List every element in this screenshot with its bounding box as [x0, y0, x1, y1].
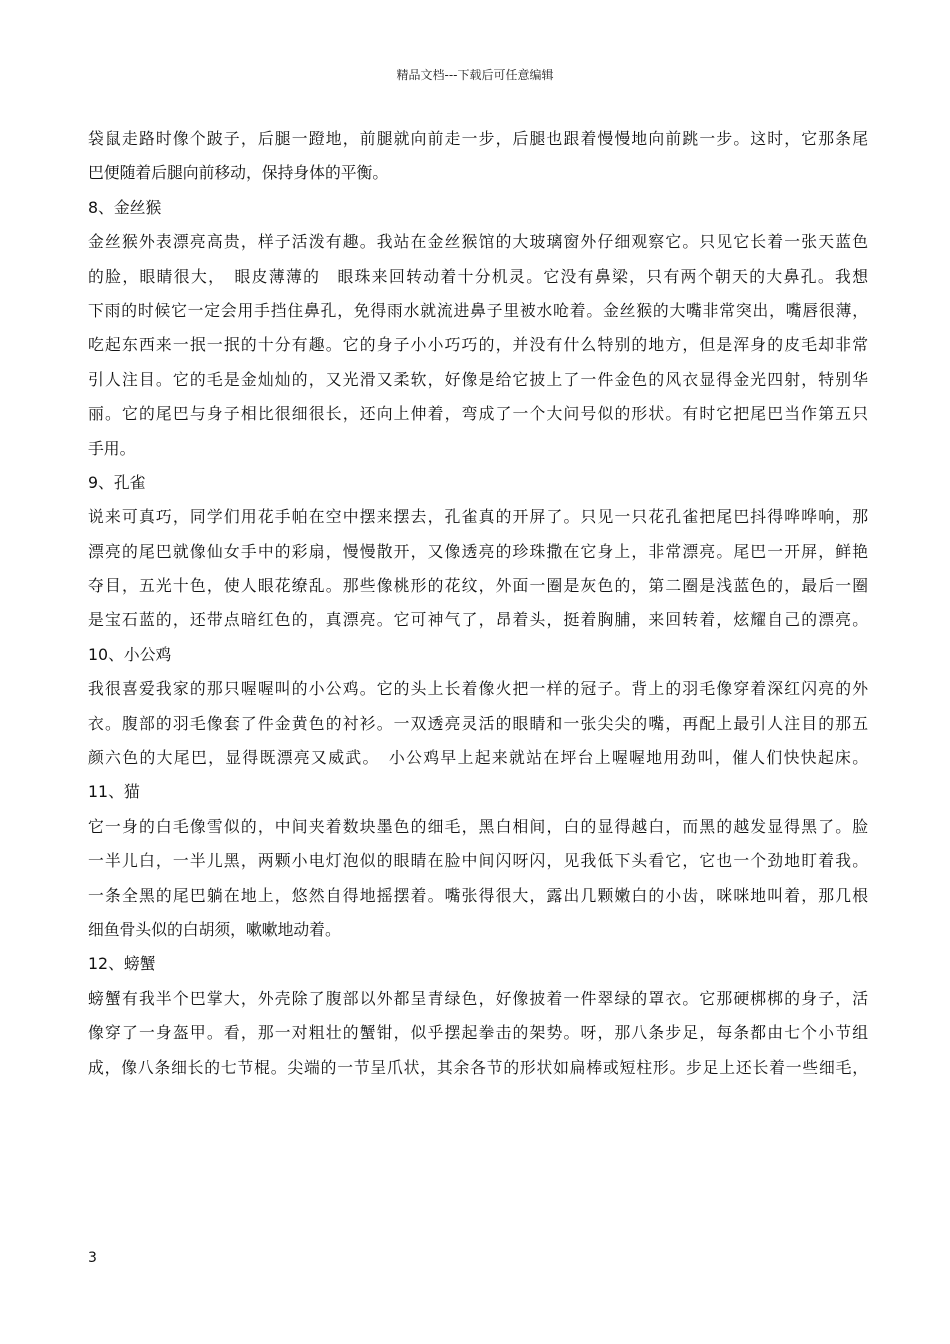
- text-line: 的脸，眼睛很大， 眼皮薄薄的 眼珠来回转动着十分机灵。它没有鼻梁，只有两个朝天的大鼻孔。我想: [88, 266, 868, 286]
- text-line: 巴便随着后腿向前移动，保持身体的平衡。: [88, 163, 389, 183]
- text-line: 说来可真巧，同学们用花手帕在空中摆来摆去，孔雀真的开屏了。只见一只花孔雀把尾巴抖得哗哗响，那: [88, 507, 868, 527]
- text-line: 它一身的白毛像雪似的，中间夹着数块墨色的细毛，黑白相间，白的显得越白，而黑的越发显得黑了。脸: [88, 816, 868, 836]
- section-heading: 12、螃蟹: [88, 954, 156, 974]
- text-line: 是宝石蓝的，还带点暗红色的，真漂亮。它可神气了，昂着头，挺着胸脯，来回转着，炫耀自己的漂亮。: [88, 610, 868, 630]
- text-line: 一条全黑的尾巴躺在地上，悠然自得地摇摆着。嘴张得很大，露出几颗嫩白的小齿，咪咪地叫着，那几根: [88, 885, 868, 905]
- text-line: 成，像八条细长的七节棍。尖端的一节呈爪状，其余各节的形状如扁棒或短柱形。步足上还长着一些细毛，: [88, 1057, 868, 1077]
- text-line: 漂亮的尾巴就像仙女手中的彩扇，慢慢散开，又像透亮的珍珠撒在它身上，非常漂亮。尾巴一开屏，鲜艳: [88, 541, 868, 561]
- document-body: [88, 122, 868, 1085]
- text-line: 金丝猴外表漂亮高贵，样子活泼有趣。我站在金丝猴馆的大玻璃窗外仔细观察它。只见它长着一张天蓝色: [88, 232, 868, 252]
- text-line: 下雨的时候它一定会用手挡住鼻孔，免得雨水就流进鼻子里被水呛着。金丝猴的大嘴非常突出，嘴唇很薄，: [88, 300, 868, 320]
- text-line: 丽。它的尾巴与身子相比很细很长，还向上伸着，弯成了一个大问号似的形状。有时它把尾巴当作第五只: [88, 404, 868, 424]
- text-line: 吃起东西来一抿一抿的十分有趣。它的身子小小巧巧的，并没有什么特别的地方，但是浑身的皮毛却非常: [88, 335, 868, 355]
- text-line: 衣。腹部的羽毛像套了件金黄色的衬衫。一双透亮灵活的眼睛和一张尖尖的嘴，再配上最引人注目的那五: [88, 713, 868, 733]
- text-line: 像穿了一身盔甲。看，那一对粗壮的蟹钳，似乎摆起拳击的架势。呀，那八条步足，每条都由七个小节组: [88, 1023, 868, 1043]
- section-heading: 8、金丝猴: [88, 197, 162, 217]
- text-line: 螃蟹有我半个巴掌大，外壳除了腹部以外都呈青绿色，好像披着一件翠绿的罩衣。它那硬梆梆的身子，活: [88, 988, 868, 1008]
- text-line: 细鱼骨头似的白胡须，嗽嗽地动着。: [88, 919, 341, 939]
- page-number: 3: [88, 1250, 97, 1266]
- section-heading: 11、猫: [88, 782, 140, 802]
- text-line: 手用。: [88, 438, 136, 458]
- text-line: 颜六色的大尾巴，显得既漂亮又威武。 小公鸡早上起来就站在坪台上喔喔地用劲叫，催人们快快起床。: [88, 748, 868, 768]
- section-heading: 9、孔雀: [88, 472, 146, 492]
- page-header: 精品文档---下载后可任意编辑: [396, 68, 554, 82]
- section-heading: 10、小公鸡: [88, 644, 172, 664]
- text-line: 一半儿白，一半儿黑，两颗小电灯泡似的眼睛在脸中间闪呀闪，见我低下头看它，它也一个劲地盯着我。: [88, 851, 868, 871]
- text-line: 我很喜爱我家的那只喔喔叫的小公鸡。它的头上长着像火把一样的冠子。背上的羽毛像穿着深红闪亮的外: [88, 679, 868, 699]
- text-line: 引人注目。它的毛是金灿灿的，又光滑又柔软，好像是给它披上了一件金色的风衣显得金光四射，特别华: [88, 369, 868, 389]
- text-line: 夺目，五光十色，使人眼花缭乱。那些像桃形的花纹，外面一圈是灰色的，第二圈是浅蓝色的，最后一圈: [88, 576, 868, 596]
- text-line: 袋鼠走路时像个跛子，后腿一蹬地，前腿就向前走一步，后腿也跟着慢慢地向前跳一步。这时，它那条尾: [88, 129, 868, 148]
